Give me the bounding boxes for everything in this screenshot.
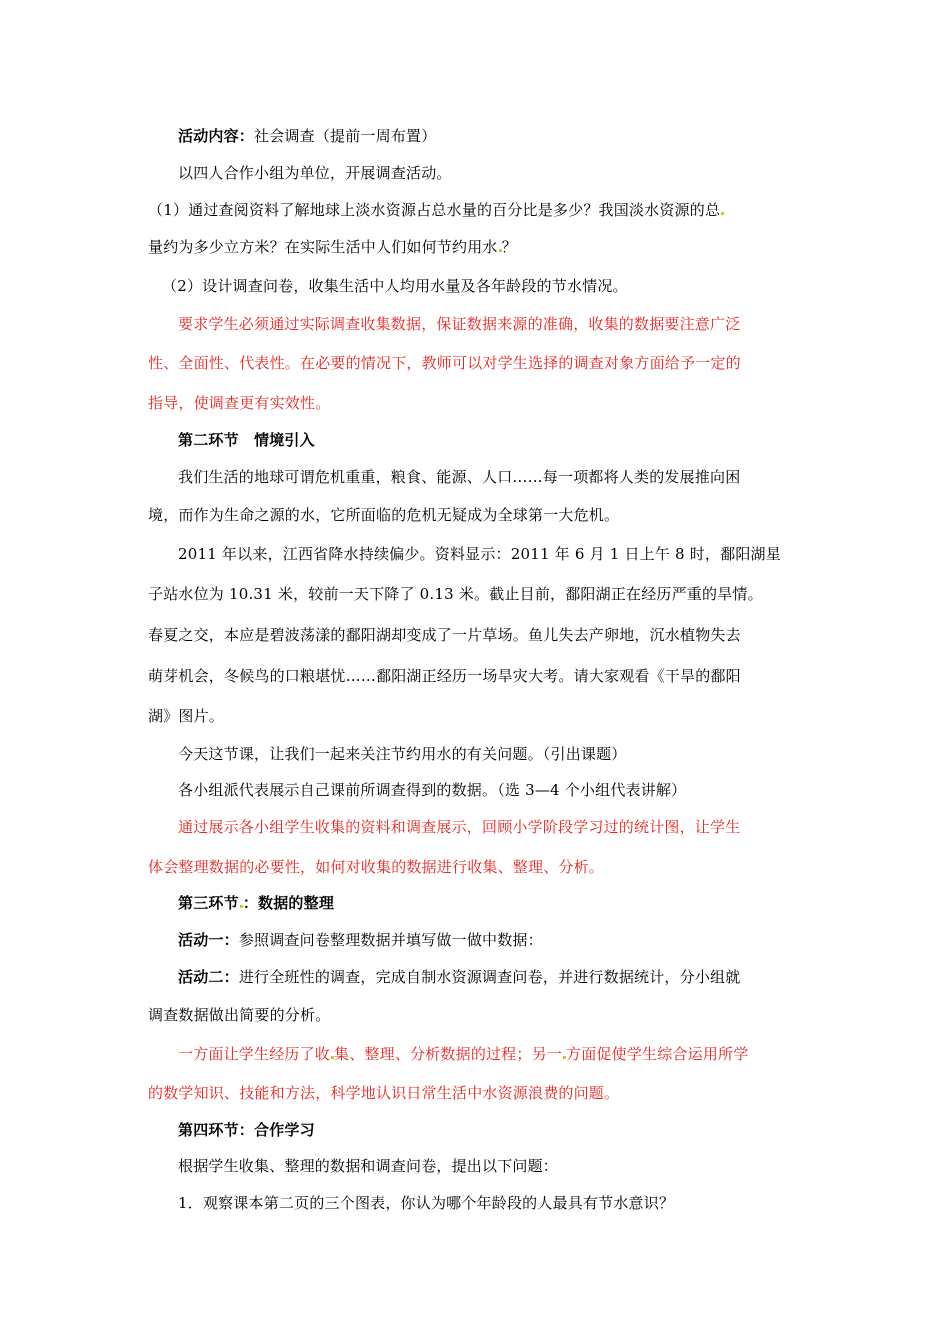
activity-content-label: 活动内容： — [178, 127, 255, 145]
teacher-note-line: 体会整理数据的必要性，如何对收集的数据进行收集、整理、分析。 — [148, 858, 605, 876]
activity-line — [178, 930, 543, 950]
activity-text: 进行全班性的调查，完成自制水资源调查问卷，并进行数据统计，分小组就 — [238, 968, 741, 986]
teacher-note-text: 一方面让学生经历了收 — [178, 1045, 331, 1063]
teacher-note-line: 性、全面性、代表性。在必要的情况下，教师可以对学生选择的调查对象方面给予一定的 — [148, 354, 741, 372]
activity-text: 参照调查问卷整理数据并填写做一做中数据： — [238, 931, 543, 949]
teacher-note-line: 指导，使调查更有实效性。 — [148, 394, 331, 412]
section-heading: 第二环节 情境引入 — [178, 431, 315, 449]
teacher-note-text-tail: 集、整理、分析数据的过程；另一 — [334, 1045, 563, 1063]
teacher-note-line — [178, 1044, 748, 1064]
paragraph-line: 调查数据做出简要的分析。 — [148, 1006, 331, 1024]
paragraph-line: （2）设计调查问卷，收集生活中人均用水量及各年龄段的节水情况。 — [162, 277, 628, 295]
paragraph-line — [148, 237, 517, 257]
question-line: 1．观察课本第二页的三个图表，你认为哪个年龄段的人最具有节水意识？ — [178, 1194, 675, 1212]
paragraph-line: 我们生活的地球可谓危机重重，粮食、能源、人口……每一项都将人类的发展推向困 — [178, 468, 741, 486]
activity-label: 活动一： — [178, 931, 239, 949]
paragraph-text-tail: ？ — [501, 238, 517, 256]
activity-content-text: 社会调查（提前一周布置） — [254, 127, 437, 145]
paragraph-line: 各小组派代表展示自己课前所调查得到的数据。（选 3—4 个小组代表讲解） — [178, 781, 687, 799]
paragraph-line: 子站水位为 10.31 米，较前一天下降了 0.13 米。截止目前，鄱阳湖正在经历严重的旱情。 — [148, 585, 763, 603]
paragraph-line: 今天这节课，让我们一起来关注节约用水的有关问题。（引出课题） — [178, 745, 627, 763]
activity-content-line — [178, 126, 436, 146]
paragraph-line: 以四人合作小组为单位，开展调查活动。 — [178, 164, 452, 182]
mark-dot — [721, 212, 724, 215]
section-heading-text: 第三环节 — [178, 894, 239, 912]
teacher-note-line: 的数学知识、技能和方法，科学地认识日常生活中水资源浪费的问题。 — [148, 1084, 620, 1102]
section-heading-tail: ：数据的整理 — [242, 894, 335, 912]
paragraph-text: （1）通过查阅资料了解地球上淡水资源占总水量的百分比是多少？我国淡水资源的总 — [148, 201, 721, 219]
activity-line — [178, 967, 740, 987]
teacher-note-line: 要求学生必须通过实际调查收集数据，保证数据来源的准确，收集的数据要注意广泛 — [178, 315, 741, 333]
paragraph-line: 春夏之交，本应是碧波荡漾的鄱阳湖却变成了一片草场。鱼儿失去产卵地，沉水植物失去 — [148, 626, 741, 644]
activity-label: 活动二： — [178, 968, 239, 986]
section-heading — [178, 893, 334, 913]
paragraph-line: 根据学生收集、整理的数据和调查问卷，提出以下问题： — [178, 1157, 559, 1175]
paragraph-text: 量约为多少立方米？在实际生活中人们如何节约用水 — [148, 238, 498, 256]
paragraph-line — [148, 200, 724, 220]
paragraph-line: 2011 年以来，江西省降水持续偏少。资料显示：2011 年 6 月 1 日上午 8 时，鄱阳湖星 — [178, 545, 781, 563]
section-heading: 第四环节：合作学习 — [178, 1121, 315, 1139]
paragraph-line: 境，而作为生命之源的水，它所面临的危机无疑成为全球第一大危机。 — [148, 506, 620, 524]
paragraph-line: 萌芽机会，冬候鸟的口粮堪忧……鄱阳湖正经历一场旱灾大考。请大家观看《干旱的鄱阳 — [148, 667, 741, 685]
teacher-note-text-tail2: 方面促使学生综合运用所学 — [566, 1045, 749, 1063]
teacher-note-line: 通过展示各小组学生收集的资料和调查展示，回顾小学阶段学习过的统计图，让学生 — [178, 818, 741, 836]
paragraph-line: 湖》图片。 — [148, 707, 225, 725]
